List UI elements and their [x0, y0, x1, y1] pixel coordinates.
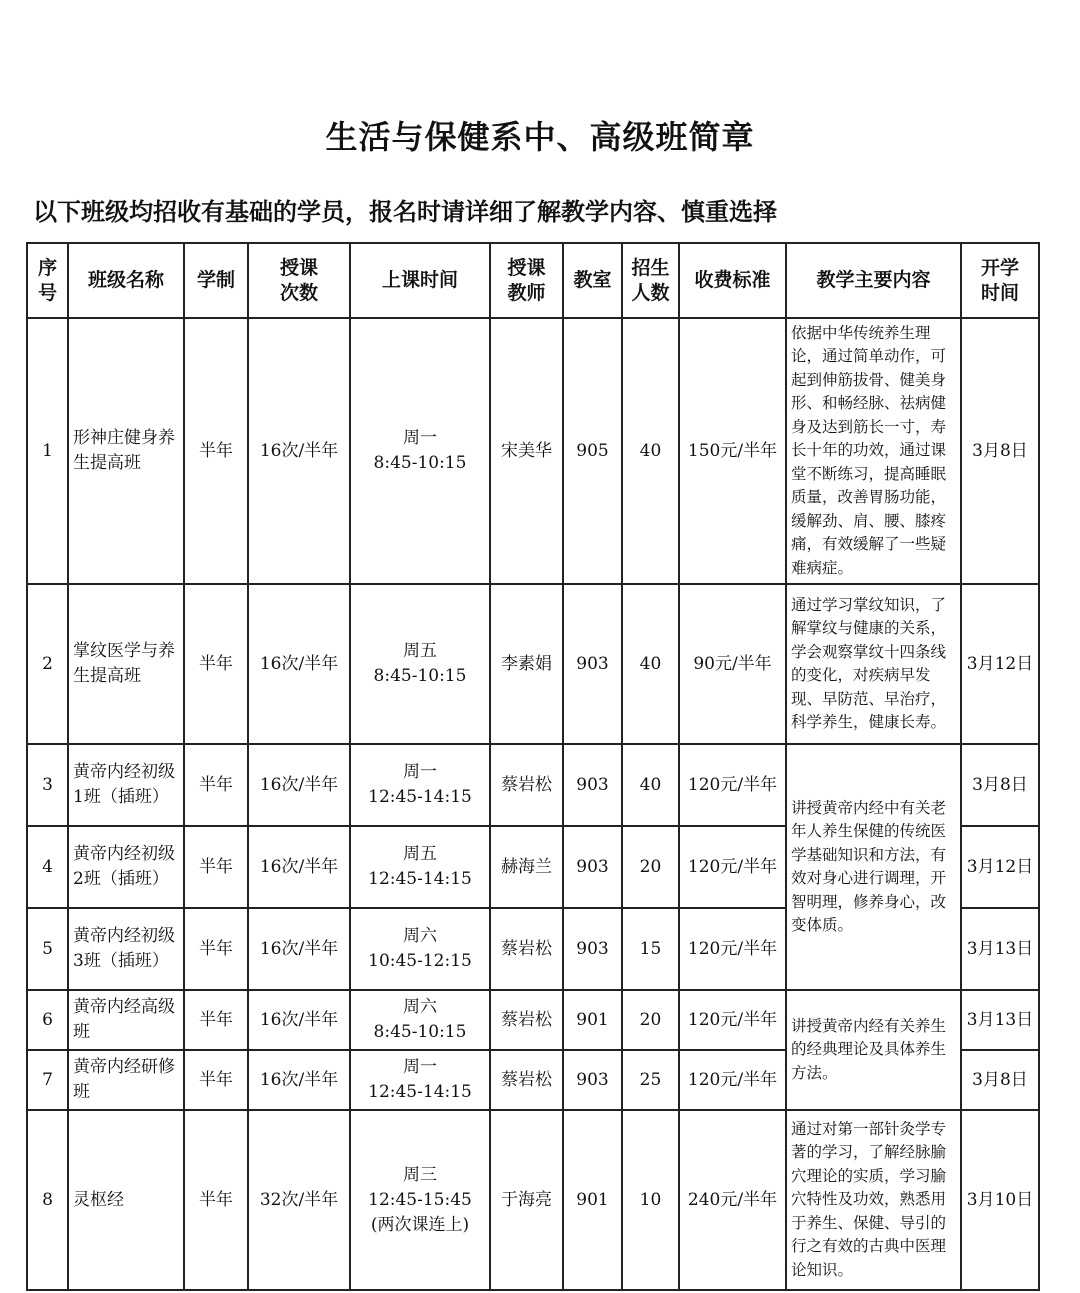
table-row: 5 黄帝内经初级3班（插班） 半年 16次/半年 周六 10:45-12:15 蔡岩松 903 15 120元/半年 3月13日: [27, 908, 1039, 990]
header-class-name: 班级名称: [68, 243, 184, 318]
fee: 90元/半年: [679, 584, 786, 744]
course-content: 依据中华传统养生理论，通过简单动作，可起到伸筋拔骨、健美身形、和畅经脉、祛病健身及达到筋长一寸，寿长十年的功效，通过课堂不断练习，提高睡眠质量，改善胃肠功能，缓解劲、肩、腰、膝疼痛，有效缓解了一些疑难病症。: [786, 318, 961, 584]
table-row: 2 掌纹医学与养生提高班 半年 16次/半年 周五 8:45-10:15 李素娟 903 40 90元/半年 通过学习掌纹知识，了解掌纹与健康的关系，学会观察掌纹十四条线的变化，对疾病早发现、早防范、早治疗，科学养生，健康长寿。 3月12日: [27, 584, 1039, 744]
table-row: 1 形神庄健身养生提高班 半年 16次/半年 周一 8:45-10:15 宋美华 905 40 150元/半年 依据中华传统养生理论，通过简单动作，可起到伸筋拔骨、健美身形、和畅经脉、祛病健身及达到筋长一寸，寿长十年的功效，通过课堂不断练习，提高睡眠质量，改善胃肠功能，缓解劲、肩、腰、膝疼痛，有效缓解了一些疑难病症。 3月8日: [27, 318, 1039, 584]
class-time: 周一 12:45-14:15: [350, 1050, 490, 1110]
teacher: 蔡岩松: [490, 1050, 563, 1110]
header-seq: 序 号: [27, 243, 68, 318]
start-date: 3月8日: [961, 744, 1039, 826]
class-time: 周一 8:45-10:15: [350, 318, 490, 584]
page-subtitle: 以下班级均招收有基础的学员，报名时请详细了解教学内容、慎重选择: [33, 197, 777, 226]
teacher: 蔡岩松: [490, 990, 563, 1050]
class-name: 黄帝内经初级2班（插班）: [68, 826, 184, 908]
fee: 120元/半年: [679, 744, 786, 826]
course-content: 通过学习掌纹知识，了解掌纹与健康的关系，学会观察掌纹十四条线的变化，对疾病早发现、早防范、早治疗，科学养生，健康长寿。: [786, 584, 961, 744]
class-time: 周六 10:45-12:15: [350, 908, 490, 990]
fee: 120元/半年: [679, 1050, 786, 1110]
class-time: 周六 8:45-10:15: [350, 990, 490, 1050]
header-duration: 学制: [184, 243, 248, 318]
course-content: 讲授黄帝内经中有关老年人养生保健的传统医学基础知识和方法，有效对身心进行调理，开智明理，修养身心，改变体质。: [786, 744, 961, 990]
table-row: 8 灵枢经 半年 32次/半年 周三 12:45-15:45 (两次课连上) 于海亮 901 10 240元/半年 通过对第一部针灸学专著的学习，了解经脉腧穴理论的实质，学习腧穴特性及功效，熟悉用于养生、保健、导引的行之有效的古典中医理论知识。 3月10日: [27, 1110, 1039, 1290]
fee: 120元/半年: [679, 990, 786, 1050]
header-class-time: 上课时间: [350, 243, 490, 318]
fee: 240元/半年: [679, 1110, 786, 1290]
header-content: 教学主要内容: [786, 243, 961, 318]
class-name: 灵枢经: [68, 1110, 184, 1290]
class-name: 掌纹医学与养生提高班: [68, 584, 184, 744]
header-start: 开学 时间: [961, 243, 1039, 318]
class-name: 黄帝内经初级3班（插班）: [68, 908, 184, 990]
teacher: 于海亮: [490, 1110, 563, 1290]
teacher: 赫海兰: [490, 826, 563, 908]
start-date: 3月8日: [961, 318, 1039, 584]
start-date: 3月13日: [961, 908, 1039, 990]
header-teacher: 授课 教师: [490, 243, 563, 318]
teacher: 李素娟: [490, 584, 563, 744]
course-content: 通过对第一部针灸学专著的学习，了解经脉腧穴理论的实质，学习腧穴特性及功效，熟悉用于养生、保健、导引的行之有效的古典中医理论知识。: [786, 1110, 961, 1290]
class-name: 黄帝内经初级1班（插班）: [68, 744, 184, 826]
course-content: 讲授黄帝内经有关养生的经典理论及具体养生方法。: [786, 990, 961, 1110]
table-row: 4 黄帝内经初级2班（插班） 半年 16次/半年 周五 12:45-14:15 赫海兰 903 20 120元/半年 3月12日: [27, 826, 1039, 908]
start-date: 3月12日: [961, 584, 1039, 744]
class-time: 周五 8:45-10:15: [350, 584, 490, 744]
class-name: 黄帝内经高级班: [68, 990, 184, 1050]
teacher: 蔡岩松: [490, 908, 563, 990]
page-title: 生活与保健系中、高级班简章: [325, 118, 755, 156]
header-quota: 招生 人数: [622, 243, 679, 318]
class-time: 周五 12:45-14:15: [350, 826, 490, 908]
header-row: [27, 243, 1039, 318]
table-row: 3 黄帝内经初级1班（插班） 半年 16次/半年 周一 12:45-14:15 蔡岩松 903 40 120元/半年 讲授黄帝内经中有关老年人养生保健的传统医学基础知识和方法，有效对身心进行调理，开智明理，修养身心，改变体质。 3月8日: [27, 744, 1039, 826]
fee: 120元/半年: [679, 826, 786, 908]
header-lessons: 授课 次数: [248, 243, 350, 318]
header-fee: 收费标准: [679, 243, 786, 318]
start-date: 3月10日: [961, 1110, 1039, 1290]
fee: 120元/半年: [679, 908, 786, 990]
teacher: 蔡岩松: [490, 744, 563, 826]
class-time: 周一 12:45-14:15: [350, 744, 490, 826]
start-date: 3月13日: [961, 990, 1039, 1050]
table-row: 7 黄帝内经研修班 半年 16次/半年 周一 12:45-14:15 蔡岩松 903 25 120元/半年 3月8日: [27, 1050, 1039, 1110]
class-name: 形神庄健身养生提高班: [68, 318, 184, 584]
fee: 150元/半年: [679, 318, 786, 584]
teacher: 宋美华: [490, 318, 563, 584]
class-name: 黄帝内经研修班: [68, 1050, 184, 1110]
course-table: [26, 242, 1040, 1291]
header-room: 教室: [563, 243, 622, 318]
class-time: 周三 12:45-15:45 (两次课连上): [350, 1110, 490, 1290]
start-date: 3月8日: [961, 1050, 1039, 1110]
table-row: 6 黄帝内经高级班 半年 16次/半年 周六 8:45-10:15 蔡岩松 901 20 120元/半年 讲授黄帝内经有关养生的经典理论及具体养生方法。 3月13日: [27, 990, 1039, 1050]
start-date: 3月12日: [961, 826, 1039, 908]
